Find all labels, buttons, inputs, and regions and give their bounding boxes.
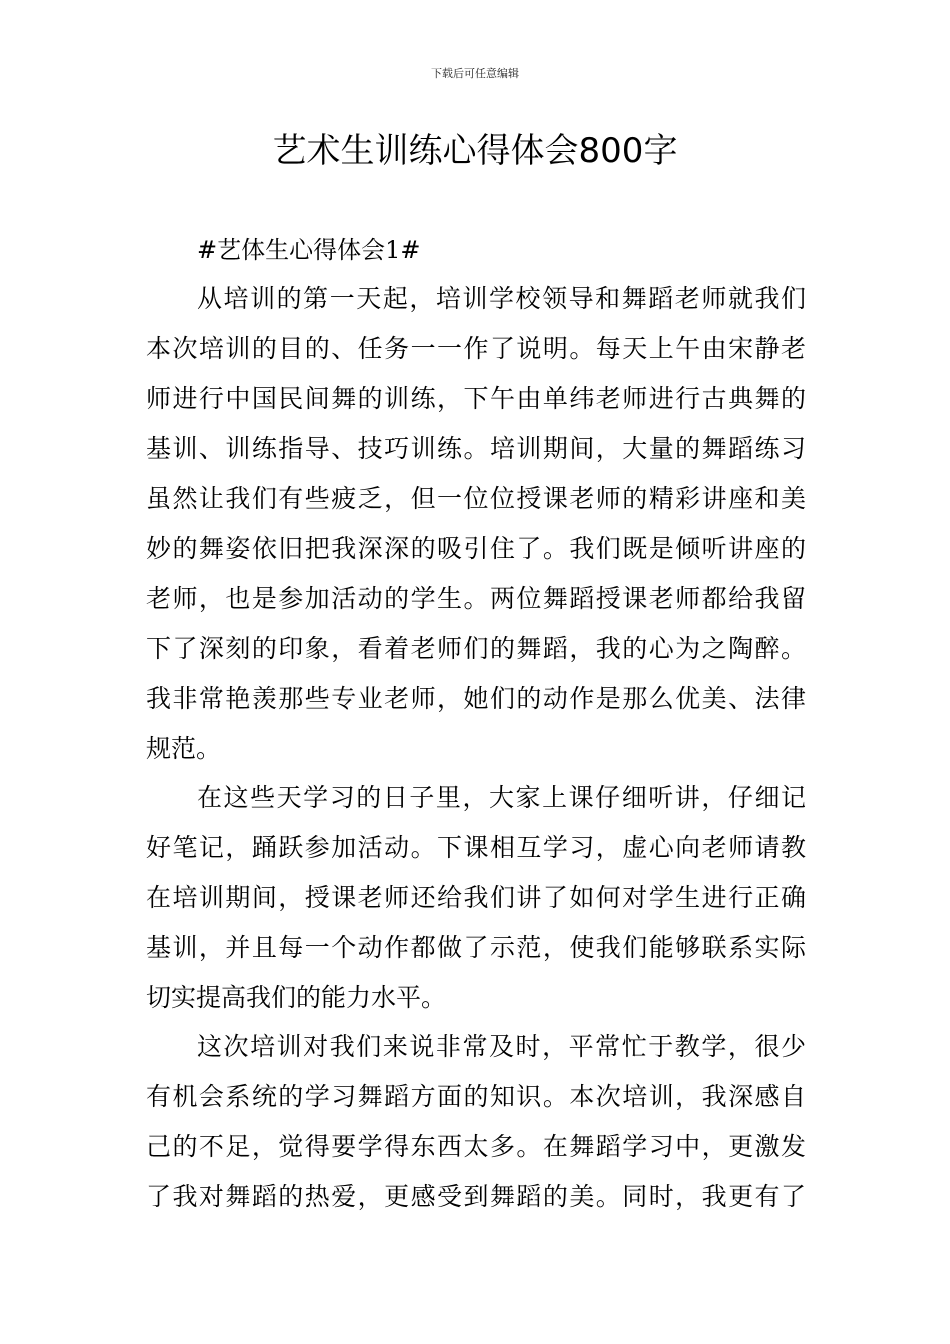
paragraph-line: 老师，也是参加活动的学生。两位舞蹈授课老师都给我留	[146, 584, 806, 613]
paragraph-line: 在这些天学习的日子里，大家上课仔细听讲，仔细记	[197, 783, 806, 812]
paragraph-line: 这次培训对我们来说非常及时，平常忙于教学，很少	[197, 1032, 806, 1061]
paragraph-line: 基训、训练指导、技巧训练。培训期间，大量的舞蹈练习	[146, 434, 806, 463]
section-heading: #艺体生心得体会1#	[197, 236, 421, 264]
paragraph-line: 有机会系统的学习舞蹈方面的知识。本次培训，我深感自	[146, 1082, 806, 1111]
paragraph-line: 了我对舞蹈的热爱，更感受到舞蹈的美。同时，我更有了	[146, 1182, 806, 1211]
paragraph-line: 好笔记，踊跃参加活动。下课相互学习，虚心向老师请教	[146, 833, 806, 862]
paragraph-line: 下了深刻的印象，看着老师们的舞蹈，我的心为之陶醉。	[146, 634, 806, 663]
header-note: 下载后可任意编辑	[431, 67, 519, 80]
paragraph-line: 从培训的第一天起，培训学校领导和舞蹈老师就我们	[197, 284, 806, 313]
paragraph-line: 己的不足，觉得要学得东西太多。在舞蹈学习中，更激发	[146, 1132, 806, 1161]
paragraph-line: 切实提高我们的能力水平。	[146, 983, 447, 1012]
paragraph-line: 虽然让我们有些疲乏，但一位位授课老师的精彩讲座和美	[146, 484, 806, 513]
paragraph-line: 我非常艳羡那些专业老师，她们的动作是那么优美、法律	[146, 684, 806, 713]
paragraph-line: 师进行中国民间舞的训练，下午由单纬老师进行古典舞的	[146, 384, 806, 413]
paragraph-line: 规范。	[146, 734, 222, 763]
paragraph-line: 在培训期间，授课老师还给我们讲了如何对学生进行正确	[146, 883, 806, 912]
paragraph-line: 基训，并且每一个动作都做了示范，使我们能够联系实际	[146, 933, 806, 962]
paragraph-line: 妙的舞姿依旧把我深深的吸引住了。我们既是倾听讲座的	[146, 534, 806, 563]
paragraph-line: 本次培训的目的、任务一一作了说明。每天上午由宋静老	[146, 334, 806, 363]
document-title: 艺术生训练心得体会800字	[272, 131, 678, 171]
